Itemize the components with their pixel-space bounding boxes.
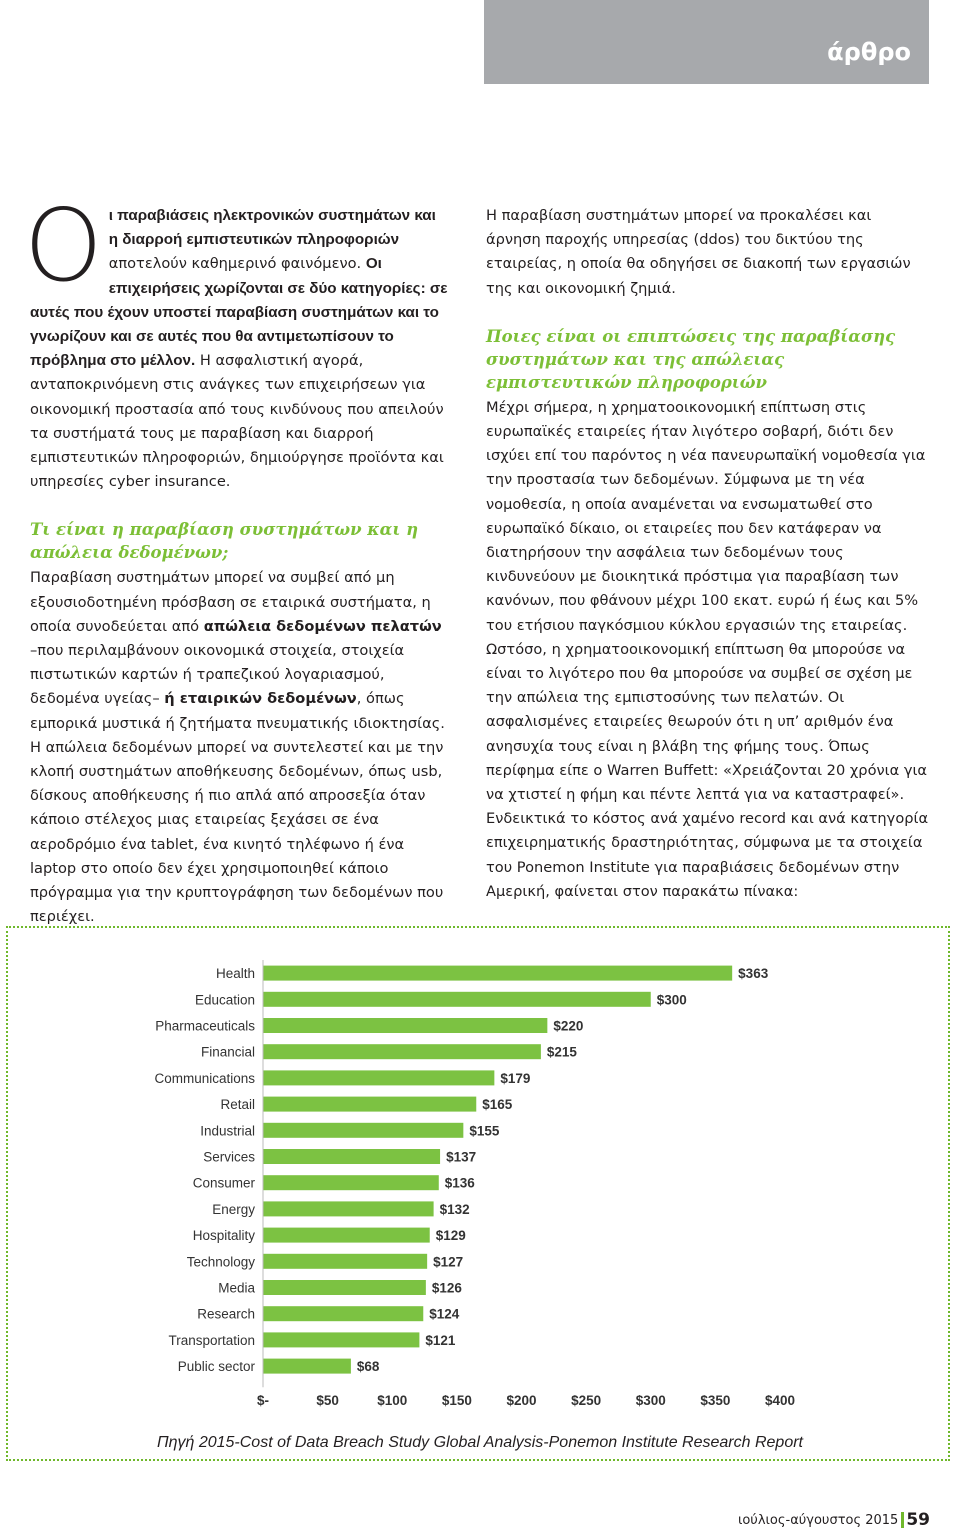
value-label-energy: $132	[439, 1201, 470, 1217]
bar-communications	[263, 1070, 494, 1085]
cost-per-record-chart	[8, 928, 948, 1428]
value-label-services: $137	[446, 1149, 477, 1165]
x-tick-label-2: $100	[377, 1393, 408, 1409]
value-label-health: $363	[738, 966, 769, 982]
bar-research	[263, 1306, 423, 1321]
x-tick-label-4: $200	[506, 1393, 537, 1409]
category-label-services: Services	[203, 1149, 255, 1165]
x-tick-label-0: $-	[256, 1393, 270, 1409]
left-column	[24, 187, 448, 929]
heading-consequences: Ποιες είναι οι επιπτώσεις της παραβίασης συστημάτων και της απώλειας εμπιστευτικών πληροφοριών	[486, 326, 896, 392]
category-label-retail: Retail	[220, 1097, 255, 1113]
bar-technology	[263, 1254, 427, 1269]
value-label-hospitality: $129	[435, 1228, 466, 1244]
category-label-pharmaceuticals: Pharmaceuticals	[155, 1018, 255, 1034]
category-label-transportation: Transportation	[168, 1332, 255, 1348]
section-tag: άρθρο	[827, 38, 911, 66]
page-number: 59	[901, 1512, 930, 1528]
p1-part-c: –που περιλαμβάνουν οικονομικά στοιχεία, στοιχεία πιστωτικών καρτών ή τραπεζικού λογαριασμού, δεδομένα υγείας–	[30, 642, 405, 708]
bar-pharmaceuticals	[263, 1018, 547, 1033]
category-label-technology: Technology	[186, 1254, 255, 1270]
p1-part-b: απώλεια δεδομένων πελατών	[203, 617, 442, 635]
bar-consumer	[263, 1175, 439, 1190]
category-label-energy: Energy	[212, 1201, 255, 1217]
page-footer	[738, 1512, 930, 1528]
lead-light-2: Η ασφαλιστική αγορά, ανταποκρινόμενη στις ανάγκες των επιχειρήσεων για οικονομική προστασία από τους κινδύνους που απειλούν τα συστήματά τους με παραβίαση και διαρροή εμπιστευτικών πληροφοριών, δημιούργησε προϊόντα και υπηρεσίες cyber insurance.	[30, 352, 444, 491]
right-column	[486, 204, 930, 904]
category-label-financial: Financial	[200, 1044, 255, 1060]
value-label-consumer: $136	[444, 1175, 475, 1191]
x-tick-label-6: $300	[635, 1393, 666, 1409]
value-label-pharmaceuticals: $220	[553, 1018, 584, 1034]
lead-bold-1: ι παραβιάσεις ηλεκτρονικών συστημάτων και η διαρροή εμπιστευτικών πληροφοριών	[108, 207, 436, 249]
x-tick-label-1: $50	[316, 1393, 339, 1409]
value-label-education: $300	[656, 992, 687, 1008]
value-label-industrial: $155	[469, 1123, 500, 1139]
section-header-box	[484, 0, 929, 84]
value-label-communications: $179	[500, 1070, 531, 1086]
heading-what-is-breach: Τι είναι η παραβίαση συστημάτων και η απώλεια δεδομένων;	[30, 520, 419, 563]
category-label-communications: Communications	[154, 1070, 255, 1086]
x-tick-label-8: $400	[764, 1393, 796, 1409]
category-label-education: Education	[194, 992, 255, 1008]
bar-media	[263, 1280, 426, 1295]
paragraph-ddos: Η παραβίαση συστημάτων μπορεί να προκαλέσει και άρνηση παροχής υπηρεσίας (ddos) του δικτύου της εταιρείας, η οποία θα οδηγήσει σε διακοπή των εργασιών της και οικονομική ζημιά.	[486, 207, 911, 297]
drop-cap: Ο	[24, 187, 103, 304]
chart-frame	[6, 926, 950, 1461]
category-label-public-sector: Public sector	[177, 1359, 255, 1375]
chart-caption: Πηγή 2015-Cost of Data Breach Study Global Analysis-Ponemon Institute Research Report	[157, 1434, 803, 1451]
category-label-industrial: Industrial	[200, 1123, 255, 1139]
x-tick-label-3: $150	[441, 1393, 472, 1409]
p1-part-a: Παραβίαση συστημάτων μπορεί να συμβεί από μη εξουσιοδοτημένη πρόσβαση σε εταιρικά συστήματα, η οποία συνοδεύεται από	[30, 569, 431, 635]
bar-retail	[263, 1097, 476, 1112]
p1-part-d: ή εταιρικών δεδομένων	[164, 690, 357, 708]
x-tick-label-5: $250	[571, 1393, 602, 1409]
lead-light-1: αποτελούν καθημερινό φαινόμενο.	[108, 255, 366, 273]
value-label-retail: $165	[482, 1097, 513, 1113]
bar-hospitality	[263, 1228, 430, 1243]
bar-energy	[263, 1201, 434, 1216]
paragraph-data-loss: Η απώλεια δεδομένων μπορεί να συντελεστεί και με την κλοπή συστημάτων αποθήκευσης δεδομένων, όπως usb, δίσκους αποθήκευσης ή πιο απλά από απροσεξία όταν κάποιο στέλεχος μιας εταιρείας ξεχάσει σε ένα αεροδρόμιο ένα tablet, ένα κινητό τηλέφωνο ή ένα laptop στο οποίο δεν έχει χρησιμοποιηθεί κάποιο πρόγραμμα για την κρυπτογράφηση των δεδομένων που περιέχει.	[30, 738, 444, 926]
category-label-health: Health	[215, 966, 255, 982]
value-label-financial: $215	[546, 1044, 577, 1060]
bar-transportation	[263, 1332, 419, 1347]
bar-services	[263, 1149, 440, 1164]
bar-education	[263, 992, 651, 1007]
category-label-consumer: Consumer	[192, 1175, 255, 1191]
paragraph-reputation: Ωστόσο, η χρηματοοικονομική επίπτωση θα μπορούσε να είναι το λιγότερο που θα μπορούσε να συμβεί σε σχέση με την απώλεια της εμπιστοσύνης των πελατών. Οι ασφαλισμένες εταιρείες θεωρούν ότι η υπ’ αριθμόν ένα ανησυχία τους είναι η βλάβη της φήμης τους. Όπως περίφημα είπε ο Warren Buffett: «Χρειάζονται 20 χρόνια για να χτιστεί η φήμη και πέντε λεπτά για να καταστραφεί». Ενδεικτικά το κόστος ανά χαμένο record και ανά κατηγορία επιχειρηματικής δραστηριότητας, σύμφωνα με τα στοιχεία του Ponemon Institute για παραβιάσεις δεδομένων στην Αμερική, φαίνεται στον παρακάτω πίνακα:	[486, 640, 929, 900]
issue-date: ιούλιος-αύγουστος 2015	[737, 1512, 899, 1528]
value-label-research: $124	[429, 1306, 460, 1322]
category-label-hospitality: Hospitality	[192, 1228, 255, 1244]
category-label-media: Media	[218, 1280, 255, 1296]
bar-financial	[263, 1044, 541, 1059]
bar-industrial	[263, 1123, 463, 1138]
p1-part-e: , όπως εμπορικά μυστικά ή ζητήματα πνευματικής ιδιοκτησίας.	[30, 690, 445, 732]
paragraph-breach-definition	[30, 566, 448, 735]
lead-bold-2: Οι επιχειρήσεις χωρίζονται σε δύο κατηγορίες: σε αυτές που έχουν υποστεί παραβίαση συστημάτων και το γνωρίζουν και σε αυτές που θα αντιμετωπίσουν το πρόβλημα στο μέλλον.	[30, 255, 448, 370]
category-label-research: Research	[197, 1306, 255, 1322]
value-label-technology: $127	[433, 1254, 464, 1270]
value-label-transportation: $121	[425, 1332, 456, 1348]
lead-paragraph	[24, 187, 448, 494]
bar-health	[263, 966, 732, 981]
bar-public-sector	[263, 1359, 351, 1374]
value-label-public-sector: $68	[356, 1359, 380, 1375]
x-tick-label-7: $350	[700, 1393, 731, 1409]
paragraph-eu-legislation: Μέχρι σήμερα, η χρηματοοικονομική επίπτωση στις ευρωπαϊκές εταιρείες ήταν λιγότερο σοβαρή, διότι δεν ισχύει επί του παρόντος η νέα πανευρωπαϊκή νομοθεσία για την προστασία των δεδομένων. Σύμφωνα με τη νέα νομοθεσία, η οποία αναμένεται να ενσωματωθεί στο ευρωπαϊκό δίκαιο, οι εταιρείες που δεν κατάφεραν να διατηρήσουν την ασφάλεια των δεδομένων τους κινδυνεύουν με διοικητικά πρόστιμα για παραβίαση των κανόνων, που φθάνουν μέχρι 100 εκατ. ευρώ ή έως και 5% του ετήσιου παγκόσμιου κύκλου εργασιών της εταιρείας.	[486, 398, 926, 634]
value-label-media: $126	[431, 1280, 462, 1296]
